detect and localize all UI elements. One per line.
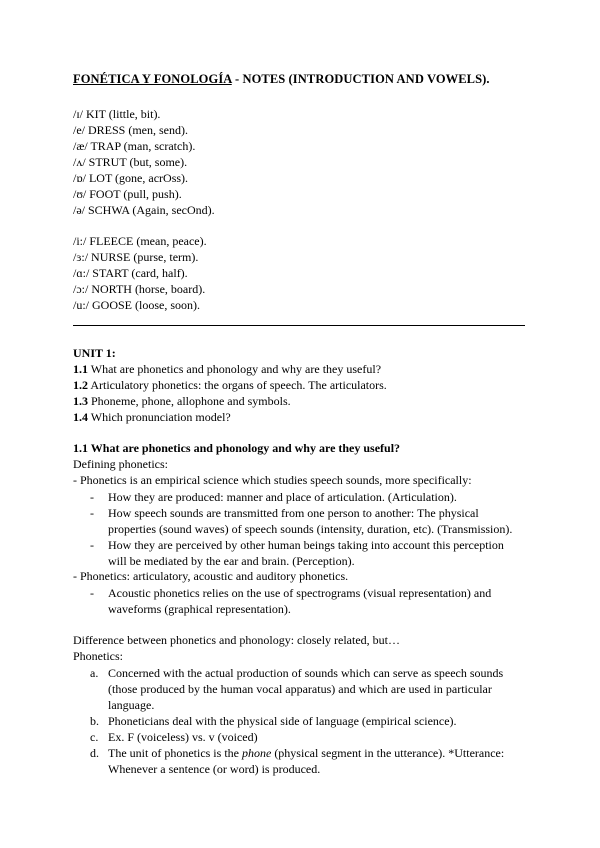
vowel-line: /ɒ/ LOT (gone, acrOss).	[73, 171, 189, 185]
topic-number: 1.3	[73, 394, 88, 408]
title-rest: - NOTES (INTRODUCTION AND VOWELS).	[231, 72, 490, 86]
sub-point-line: properties (sound waves) of speech sounds (intensity, duration, etc). (Transmission).	[108, 522, 513, 536]
vowel-line: /u:/ GOOSE (loose, soon).	[73, 298, 200, 312]
sub-point-line: How they are produced: manner and place of articulation. (Articulation).	[108, 490, 457, 504]
phonetics-label: Phonetics:	[73, 649, 123, 663]
bullet-dash: -	[90, 506, 94, 520]
vowel-line: /ɜ:/ NURSE (purse, term).	[73, 250, 199, 264]
unit-topic	[73, 410, 231, 425]
list-line: (those produced by the human vocal apparatus) and which are used in particular	[108, 682, 492, 696]
title-underlined: FONÉTICA Y FONOLOGÍA	[73, 72, 232, 86]
list-line: Ex. F (voiceless) vs. v (voiced)	[108, 730, 258, 744]
list-marker: a.	[90, 666, 99, 680]
vowel-line: /ɔ:/ NORTH (horse, board).	[73, 282, 206, 296]
list-line	[108, 745, 504, 761]
vowel-line: /i:/ FLEECE (mean, peace).	[73, 234, 207, 248]
vowel-line: /ɪ/ KIT (little, bit).	[73, 107, 161, 121]
topic-text: Phoneme, phone, allophone and symbols.	[88, 394, 291, 408]
topic-number: 1.1	[73, 362, 88, 376]
sub-point-line: waveforms (graphical representation).	[108, 602, 291, 616]
vowel-line: /e/ DRESS (men, send).	[73, 123, 188, 137]
unit-heading: UNIT 1:	[73, 346, 116, 360]
list-text: The unit of phonetics is the	[108, 746, 242, 760]
sub-point-line: will be mediated by the ear and brain. (Perception).	[108, 554, 355, 568]
page-title	[73, 72, 490, 87]
bullet-dash: -	[90, 490, 94, 504]
defining-label: Defining phonetics:	[73, 457, 168, 471]
vowel-line: /ʌ/ STRUT (but, some).	[73, 155, 188, 169]
emphasis-phone: phone	[241, 746, 272, 760]
topic-text: Which pronunciation model?	[88, 410, 231, 424]
list-marker: c.	[90, 730, 99, 744]
vowel-line: /ə/ SCHWA (Again, secOnd).	[73, 203, 215, 217]
section-heading: 1.1 What are phonetics and phonology and why are they useful?	[73, 441, 401, 455]
list-line: Whenever a sentence (or word) is produced.	[108, 762, 321, 776]
unit-topic	[73, 378, 387, 393]
bullet-dash: -	[90, 538, 94, 552]
phonetics-point: - Phonetics: articulatory, acoustic and auditory phonetics.	[73, 569, 349, 583]
phonetics-point: - Phonetics is an empirical science which studies speech sounds, more specifically:	[73, 473, 472, 487]
sub-point-line: How they are perceived by other human beings taking into account this perception	[108, 538, 504, 552]
difference-line: Difference between phonetics and phonology: closely related, but…	[73, 633, 401, 647]
bullet-dash: -	[90, 586, 94, 600]
topic-number: 1.2	[73, 378, 88, 392]
list-marker: b.	[90, 714, 99, 728]
list-line: Phoneticians deal with the physical side of language (empirical science).	[108, 714, 457, 728]
unit-topic	[73, 362, 381, 377]
list-line: Concerned with the actual production of sounds which can serve as speech sounds	[108, 666, 504, 680]
list-marker: d.	[90, 746, 99, 760]
list-text: (physical segment in the utterance). *Utterance:	[271, 746, 505, 760]
topic-text: Articulatory phonetics: the organs of speech. The articulators.	[88, 378, 387, 392]
vowel-line: /ɑ:/ START (card, half).	[73, 266, 188, 280]
topic-text: What are phonetics and phonology and why are they useful?	[88, 362, 382, 376]
topic-number: 1.4	[73, 410, 88, 424]
vowel-line: /æ/ TRAP (man, scratch).	[73, 139, 196, 153]
sub-point-line: How speech sounds are transmitted from one person to another: The physical	[108, 506, 479, 520]
vowel-line: /ʊ/ FOOT (pull, push).	[73, 187, 182, 201]
horizontal-divider	[73, 325, 525, 326]
unit-topic	[73, 394, 291, 409]
list-line: language.	[108, 698, 155, 712]
sub-point-line: Acoustic phonetics relies on the use of spectrograms (visual representation) and	[108, 586, 492, 600]
